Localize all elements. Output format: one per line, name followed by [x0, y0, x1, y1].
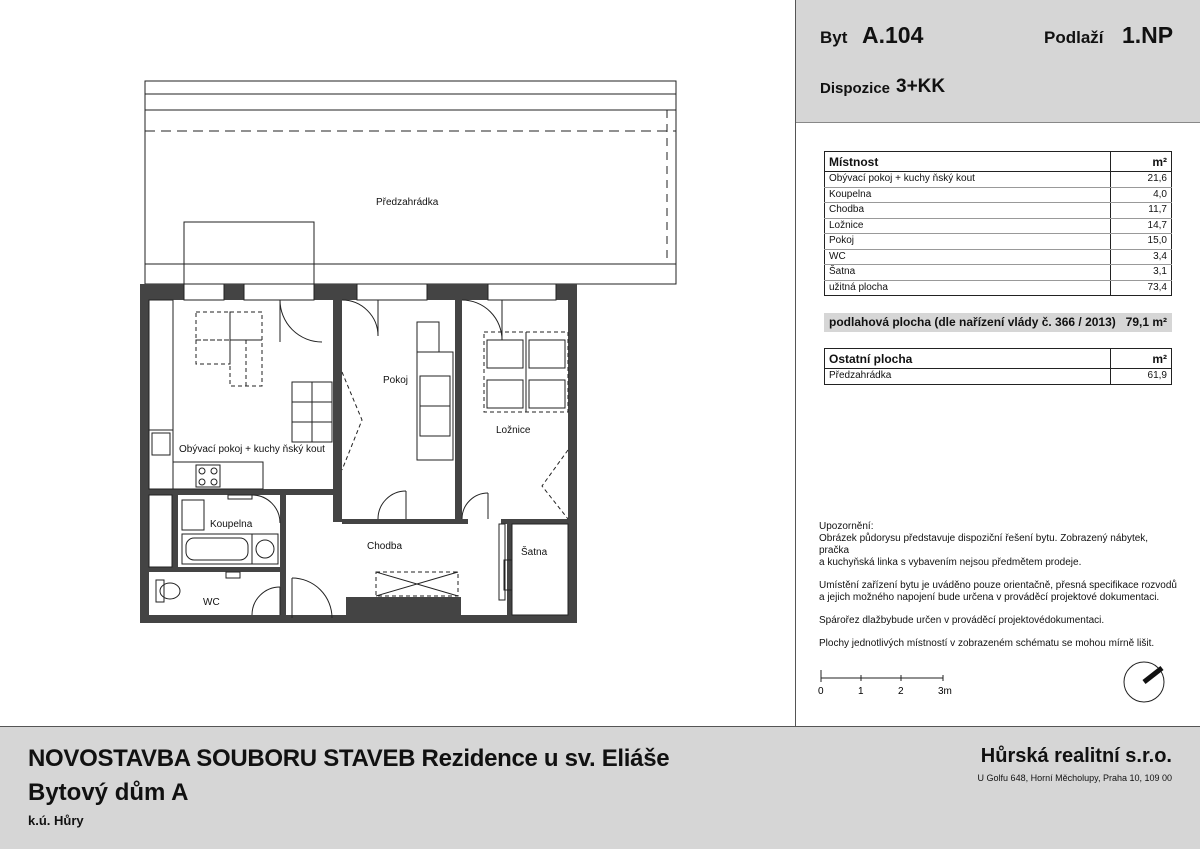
company-name: Hůrská realitní s.r.o. [980, 745, 1172, 767]
unit-header [796, 0, 1200, 123]
unit-value: A.104 [862, 22, 924, 48]
plan-label-garden: Předzahrádka [376, 197, 439, 208]
plan-label-hall: Chodba [367, 541, 403, 552]
terrace-outline [184, 222, 314, 284]
col-unit: m² [1111, 349, 1172, 369]
floor-area-value: 79,1 m² [1125, 315, 1167, 329]
north-arrow-icon [1122, 659, 1170, 707]
table-row [825, 280, 1172, 296]
floor-label: Podlaží [1044, 28, 1104, 47]
row-name: užitná plocha [829, 281, 888, 293]
scale-tick-0: 0 [818, 686, 824, 697]
project-title: NOVOSTAVBA SOUBORU STAVEB Rezidence u sv. Eliáše [28, 745, 670, 772]
plan-label-closet: Šatna [521, 547, 548, 558]
building-name: Bytový dům A [28, 779, 189, 806]
row-area: 11,7 [1111, 203, 1172, 219]
plan-label-room: Pokoj [383, 375, 409, 386]
scale-tick-2: 2 [898, 686, 904, 697]
garden-outline [145, 81, 676, 284]
note-line: Obrázek půdorysu představuje dispoziční řešení bytu. Zobrazený nábytek, pračka [819, 533, 1149, 556]
row-area: 15,0 [1111, 234, 1172, 250]
layout-value: 3+KK [896, 76, 946, 97]
table-row [825, 203, 1172, 219]
table-row [825, 249, 1172, 265]
note-line: Spárořez dlažbybude určen v prováděcí projektovédokumentaci. [819, 615, 1105, 626]
row-area: 21,6 [1111, 172, 1172, 188]
row-name: Předzahrádka [829, 370, 892, 382]
cadastre: k.ú. Hůry [28, 813, 84, 828]
floor-area-bar [824, 313, 1172, 332]
plan-label-bedroom: Ložnice [496, 425, 531, 436]
col-name: Ostatní plocha [825, 349, 1111, 369]
layout-label: Dispozice [820, 80, 891, 97]
notes [819, 521, 1179, 650]
scale-bar [818, 666, 968, 698]
table-row [825, 369, 1172, 385]
row-name: Chodba [825, 203, 1111, 219]
rooms-table [824, 151, 1172, 296]
table-row [825, 218, 1172, 234]
unit-label: Byt [820, 28, 848, 47]
rooms-table-header [825, 152, 1172, 172]
col-name: Místnost [825, 152, 1111, 172]
col-unit: m² [1111, 152, 1172, 172]
plan-label-wc: WC [203, 597, 220, 608]
note-line: a jejich možného napojení bude určena v prováděcí projektové dokumentaci. [819, 592, 1160, 603]
note-line: a kuchyňská linka s vybavením nejsou předmětem prodeje. [819, 557, 1082, 568]
note-line: Plochy jednotlivých místností v zobrazeném schématu se mohou mírně lišit. [819, 638, 1155, 649]
row-area: 3,4 [1111, 249, 1172, 265]
row-name: Koupelna [825, 187, 1111, 203]
floor-value: 1.NP [1122, 22, 1174, 48]
scale-tick-3: 3m [938, 686, 952, 697]
row-name: Obývací pokoj + kuchy ňský kout [825, 172, 1111, 188]
floor-area-label: podlahová plocha (dle nařízení vlády č. 366 / 2013) [829, 315, 1116, 329]
row-name: WC [825, 249, 1111, 265]
plan-label-living: Obývací pokoj + kuchy ňský kout [179, 444, 325, 455]
other-table-header [825, 349, 1172, 369]
footer [0, 726, 1200, 849]
row-area: 61,9 [1111, 369, 1172, 385]
note-line: Umístění zařízení bytu je uváděno pouze orientačně, přesná specifikace rozvodů [819, 580, 1177, 591]
plan-label-bath: Koupelna [210, 519, 253, 530]
row-area: 14,7 [1111, 218, 1172, 234]
table-row [825, 234, 1172, 250]
notes-title: Upozornění: [819, 521, 874, 532]
row-name: Ložnice [825, 218, 1111, 234]
table-row [825, 187, 1172, 203]
scale-tick-1: 1 [858, 686, 864, 697]
row-name: Šatna [825, 265, 1111, 281]
other-area-table [824, 348, 1172, 385]
table-row [825, 265, 1172, 281]
row-area: 3,1 [1111, 265, 1172, 281]
row-name: Pokoj [825, 234, 1111, 250]
row-area: 73,4 [1111, 280, 1172, 296]
table-row [825, 172, 1172, 188]
row-area: 4,0 [1111, 187, 1172, 203]
company-address: U Golfu 648, Horní Měcholupy, Praha 10, 109 00 [977, 773, 1172, 783]
